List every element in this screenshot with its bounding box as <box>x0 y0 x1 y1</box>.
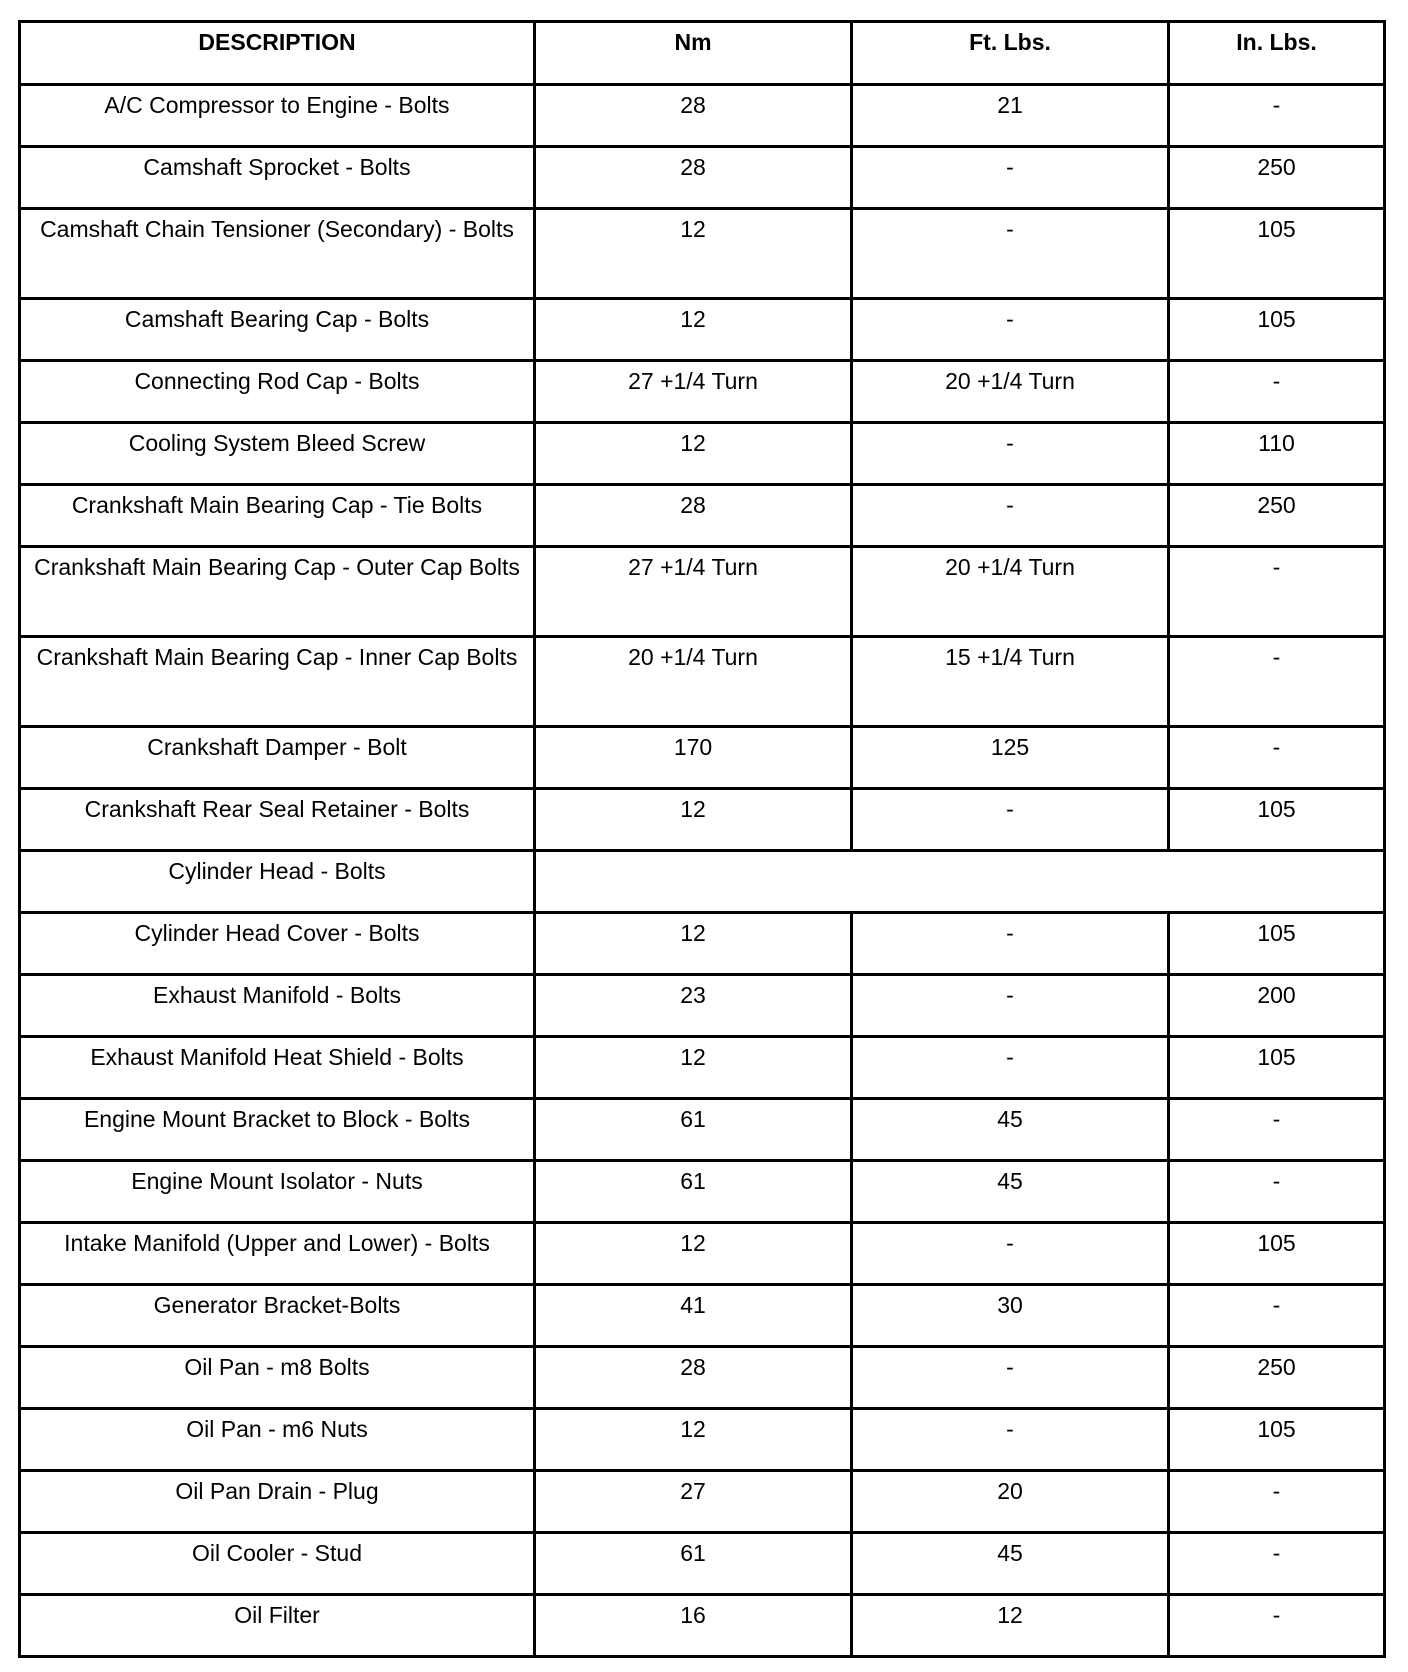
cell-description: Camshaft Chain Tensioner (Secondary) - Bolts <box>20 209 535 299</box>
table-row <box>20 637 1385 727</box>
header-in-lbs: In. Lbs. <box>1169 22 1385 85</box>
cell-description: Oil Cooler - Stud <box>20 1533 535 1595</box>
cell-description: Intake Manifold (Upper and Lower) - Bolts <box>20 1223 535 1285</box>
cell-description: Oil Pan Drain - Plug <box>20 1471 535 1533</box>
cell-description: Cylinder Head Cover - Bolts <box>20 913 535 975</box>
cell-ft-lbs: 30 <box>852 1285 1169 1347</box>
cell-ft-lbs: 20 <box>852 1471 1169 1533</box>
cell-ft-lbs: 45 <box>852 1161 1169 1223</box>
cell-ft-lbs: 12 <box>852 1595 1169 1657</box>
table-row <box>20 1099 1385 1161</box>
cell-nm: 12 <box>535 299 852 361</box>
cell-nm: 61 <box>535 1099 852 1161</box>
torque-spec-table <box>18 20 1386 1658</box>
cell-nm: 28 <box>535 485 852 547</box>
cell-in-lbs: - <box>1169 1471 1385 1533</box>
cell-ft-lbs: - <box>852 1037 1169 1099</box>
cell-nm: 170 <box>535 727 852 789</box>
cell-nm: 12 <box>535 1223 852 1285</box>
table-row <box>20 1533 1385 1595</box>
cell-ft-lbs: - <box>852 789 1169 851</box>
table-row <box>20 485 1385 547</box>
cell-description: Cylinder Head - Bolts <box>20 851 535 913</box>
cell-nm: 12 <box>535 1409 852 1471</box>
cell-nm: 12 <box>535 789 852 851</box>
cell-in-lbs: 200 <box>1169 975 1385 1037</box>
header-description: DESCRIPTION <box>20 22 535 85</box>
cell-in-lbs: - <box>1169 85 1385 147</box>
table-row <box>20 423 1385 485</box>
cell-ft-lbs: - <box>852 209 1169 299</box>
cell-ft-lbs: 45 <box>852 1533 1169 1595</box>
cell-nm: 28 <box>535 147 852 209</box>
cell-ft-lbs: - <box>852 1409 1169 1471</box>
cell-ft-lbs: 15 +1/4 Turn <box>852 637 1169 727</box>
cell-in-lbs: - <box>1169 1099 1385 1161</box>
cell-in-lbs: - <box>1169 361 1385 423</box>
cell-nm: 23 <box>535 975 852 1037</box>
cell-ft-lbs: 20 +1/4 Turn <box>852 547 1169 637</box>
cell-in-lbs: 105 <box>1169 1223 1385 1285</box>
cell-in-lbs: 105 <box>1169 209 1385 299</box>
table-row <box>20 975 1385 1037</box>
cell-description: Camshaft Sprocket - Bolts <box>20 147 535 209</box>
cell-ft-lbs: - <box>852 299 1169 361</box>
cell-nm: 27 <box>535 1471 852 1533</box>
cell-in-lbs: - <box>1169 1285 1385 1347</box>
table-row <box>20 147 1385 209</box>
cell-ft-lbs: - <box>852 485 1169 547</box>
cell-description: Crankshaft Damper - Bolt <box>20 727 535 789</box>
cell-description: Engine Mount Bracket to Block - Bolts <box>20 1099 535 1161</box>
table-row <box>20 1409 1385 1471</box>
cell-in-lbs: - <box>1169 727 1385 789</box>
cell-in-lbs: 105 <box>1169 1037 1385 1099</box>
cell-description: Engine Mount Isolator - Nuts <box>20 1161 535 1223</box>
cell-nm: 41 <box>535 1285 852 1347</box>
cell-in-lbs: 250 <box>1169 147 1385 209</box>
cell-description: Crankshaft Main Bearing Cap - Tie Bolts <box>20 485 535 547</box>
table-row <box>20 1223 1385 1285</box>
cell-ft-lbs: - <box>852 1223 1169 1285</box>
cell-description: Camshaft Bearing Cap - Bolts <box>20 299 535 361</box>
cell-in-lbs: - <box>1169 547 1385 637</box>
cell-description: Exhaust Manifold Heat Shield - Bolts <box>20 1037 535 1099</box>
cell-description: Oil Filter <box>20 1595 535 1657</box>
cell-nm: 12 <box>535 1037 852 1099</box>
table-row <box>20 299 1385 361</box>
table-row <box>20 1471 1385 1533</box>
cell-nm: 27 +1/4 Turn <box>535 361 852 423</box>
cell-nm: 28 <box>535 85 852 147</box>
cell-in-lbs: - <box>1169 1161 1385 1223</box>
cell-in-lbs: 105 <box>1169 789 1385 851</box>
cell-description: Crankshaft Main Bearing Cap - Outer Cap Bolts <box>20 547 535 637</box>
cell-empty-merged <box>535 851 1385 913</box>
cell-ft-lbs: - <box>852 913 1169 975</box>
table-row <box>20 361 1385 423</box>
header-ft-lbs: Ft. Lbs. <box>852 22 1169 85</box>
table-row <box>20 1285 1385 1347</box>
cell-in-lbs: 105 <box>1169 1409 1385 1471</box>
cell-nm: 61 <box>535 1161 852 1223</box>
cell-ft-lbs: 20 +1/4 Turn <box>852 361 1169 423</box>
table-row <box>20 547 1385 637</box>
table-row <box>20 1595 1385 1657</box>
cell-nm: 20 +1/4 Turn <box>535 637 852 727</box>
cell-in-lbs: 250 <box>1169 1347 1385 1409</box>
cell-nm: 16 <box>535 1595 852 1657</box>
cell-in-lbs: 110 <box>1169 423 1385 485</box>
cell-nm: 12 <box>535 209 852 299</box>
cell-description: A/C Compressor to Engine - Bolts <box>20 85 535 147</box>
cell-ft-lbs: - <box>852 975 1169 1037</box>
cell-in-lbs: 105 <box>1169 913 1385 975</box>
cell-description: Crankshaft Main Bearing Cap - Inner Cap Bolts <box>20 637 535 727</box>
cell-ft-lbs: - <box>852 1347 1169 1409</box>
cell-description: Oil Pan - m8 Bolts <box>20 1347 535 1409</box>
table-row <box>20 209 1385 299</box>
header-row <box>20 22 1385 85</box>
table-row <box>20 913 1385 975</box>
cell-description: Oil Pan - m6 Nuts <box>20 1409 535 1471</box>
cell-ft-lbs: 45 <box>852 1099 1169 1161</box>
header-nm: Nm <box>535 22 852 85</box>
cell-nm: 12 <box>535 423 852 485</box>
table-row <box>20 1161 1385 1223</box>
table-row <box>20 85 1385 147</box>
cell-nm: 28 <box>535 1347 852 1409</box>
table-row <box>20 1037 1385 1099</box>
table-row <box>20 789 1385 851</box>
cell-nm: 27 +1/4 Turn <box>535 547 852 637</box>
cell-description: Connecting Rod Cap - Bolts <box>20 361 535 423</box>
cell-in-lbs: - <box>1169 637 1385 727</box>
cell-ft-lbs: - <box>852 147 1169 209</box>
table-row <box>20 851 1385 913</box>
table-row <box>20 1347 1385 1409</box>
cell-in-lbs: 250 <box>1169 485 1385 547</box>
cell-description: Generator Bracket-Bolts <box>20 1285 535 1347</box>
cell-description: Crankshaft Rear Seal Retainer - Bolts <box>20 789 535 851</box>
cell-in-lbs: - <box>1169 1595 1385 1657</box>
cell-nm: 61 <box>535 1533 852 1595</box>
cell-description: Exhaust Manifold - Bolts <box>20 975 535 1037</box>
cell-in-lbs: - <box>1169 1533 1385 1595</box>
cell-nm: 12 <box>535 913 852 975</box>
cell-ft-lbs: 21 <box>852 85 1169 147</box>
cell-ft-lbs: - <box>852 423 1169 485</box>
cell-description: Cooling System Bleed Screw <box>20 423 535 485</box>
cell-in-lbs: 105 <box>1169 299 1385 361</box>
cell-ft-lbs: 125 <box>852 727 1169 789</box>
table-row <box>20 727 1385 789</box>
